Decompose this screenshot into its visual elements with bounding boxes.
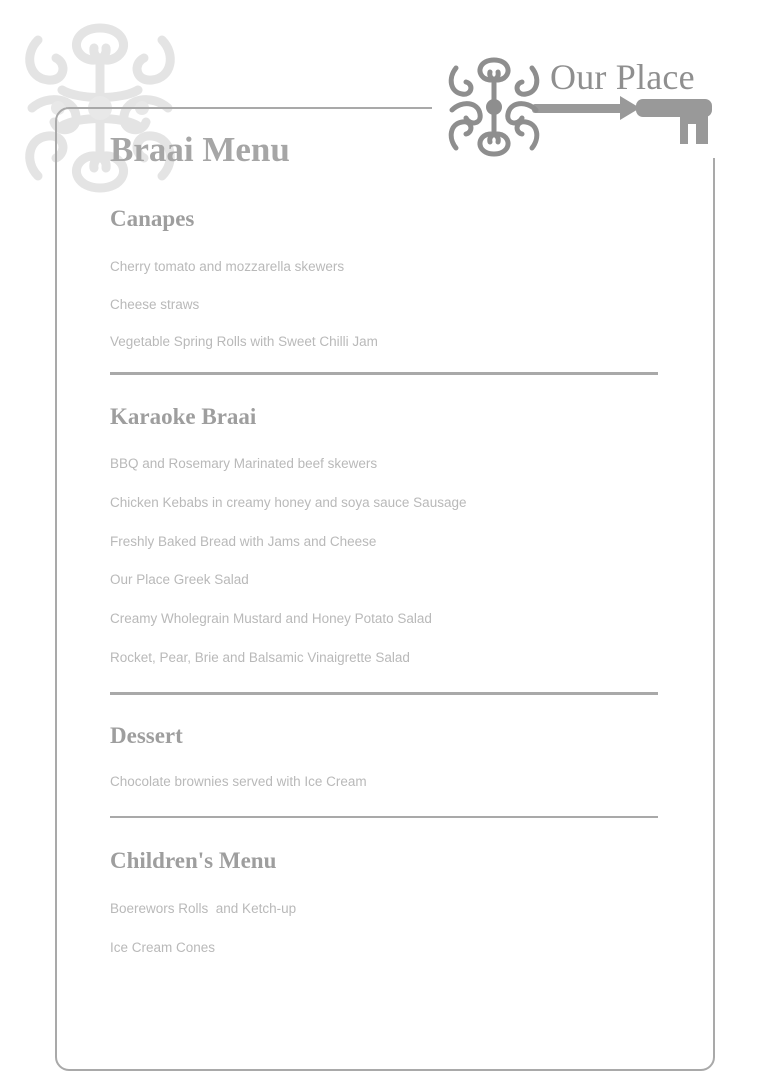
section-heading: Karaoke Braai — [110, 404, 257, 429]
menu-item-list — [110, 763, 658, 801]
brand-name: Our Place — [550, 57, 695, 97]
section-divider — [110, 372, 658, 375]
menu-item: Cheese straws — [110, 296, 200, 312]
menu-title: Braai Menu — [110, 130, 290, 169]
menu-item-list — [110, 248, 658, 361]
menu-item: Chicken Kebabs in creamy honey and soya sauce Sausage — [110, 494, 467, 510]
section-divider — [110, 816, 658, 818]
menu-item: BBQ and Rosemary Marinated beef skewers — [110, 456, 378, 471]
section-dessert — [110, 723, 658, 801]
menu-item: Cherry tomato and mozzarella skewers — [110, 259, 345, 274]
section-canapes — [110, 206, 658, 361]
menu-item: Our Place Greek Salad — [110, 572, 249, 588]
section-karaoke-braai — [110, 404, 658, 678]
ornate-emblem-icon — [444, 54, 544, 160]
section-heading: Canapes — [110, 206, 195, 231]
menu-item-list — [110, 445, 658, 678]
menu-item-list — [110, 890, 658, 967]
menu-item: Vegetable Spring Rolls with Sweet Chilli Jam — [110, 334, 378, 349]
menu-item: Chocolate brownies served with Ice Cream — [110, 774, 367, 789]
section-heading: Dessert — [110, 723, 183, 748]
menu-item: Ice Cream Cones — [110, 939, 216, 955]
menu-item: Creamy Wholegrain Mustard and Honey Potato Salad — [110, 611, 432, 627]
section-divider — [110, 692, 658, 695]
brand-logo — [442, 54, 717, 164]
section-heading: Children's Menu — [110, 848, 277, 873]
menu-item: Boerewors Rolls and Ketch-up — [110, 901, 297, 916]
section-childrens-menu — [110, 848, 658, 967]
menu-item: Rocket, Pear, Brie and Balsamic Vinaigrette Salad — [110, 649, 410, 665]
menu-item: Freshly Baked Bread with Jams and Cheese — [110, 533, 377, 549]
